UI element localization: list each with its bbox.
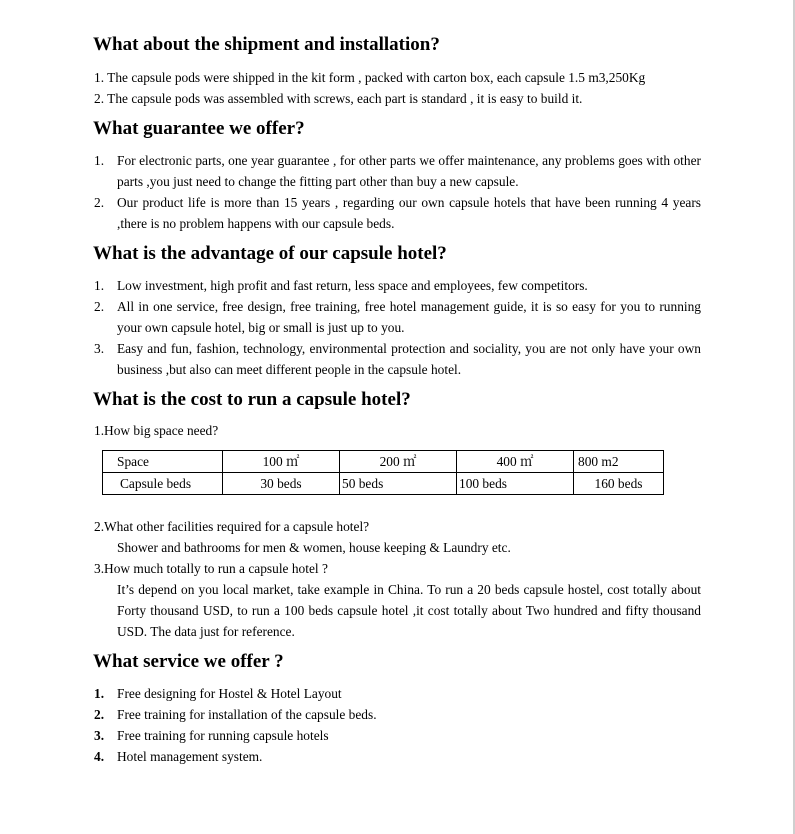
table-row — [103, 473, 664, 495]
list-number: 1. — [94, 278, 105, 293]
table-cell: 100 ㎡ — [223, 451, 340, 473]
cost-question-3: 3.How much totally to run a capsule hotel ? — [94, 561, 328, 576]
cost-question-2: 2.What other facilities required for a capsule hotel? — [94, 519, 370, 534]
heading-guarantee: What guarantee we offer? — [93, 118, 305, 139]
list-number: 1. — [94, 686, 105, 701]
advantage-list — [93, 275, 701, 380]
table-cell: Capsule beds — [103, 473, 223, 495]
document-page — [93, 30, 701, 767]
list-number: 2. — [94, 707, 105, 722]
table-cell: 50 beds — [340, 473, 457, 495]
table-cell: 800 m2 — [574, 451, 664, 473]
heading-advantage: What is the advantage of our capsule hotel? — [93, 243, 447, 264]
service-list — [93, 683, 701, 767]
table-cell: 30 beds — [223, 473, 340, 495]
cost-answer-3: It’s depend on you local market, take example in China. To run a 20 beds capsule hostel, cost totally about Forty thousand USD, to run a 100 beds capsule hotel ,it cost totally about Two hundred and fifty thousand USD. The data just for reference. — [117, 582, 701, 639]
list-item — [93, 150, 701, 192]
guarantee-list — [93, 150, 701, 234]
heading-cost: What is the cost to run a capsule hotel? — [93, 389, 411, 410]
table-row — [103, 451, 664, 473]
list-number: 2. — [94, 299, 105, 314]
list-number: 3. — [94, 341, 105, 356]
space-table — [102, 450, 664, 495]
list-text: Easy and fun, fashion, technology, environmental protection and sociality, you are not only have your own business ,but also can meet different people in the capsule hotel. — [117, 341, 701, 377]
cost-question-1: 1.How big space need? — [94, 423, 219, 438]
table-cell: 100 beds — [457, 473, 574, 495]
list-text: For electronic parts, one year guarantee , for other parts we offer maintenance, any problems goes with other parts ,you just need to change the fitting part other than buy a new capsule. — [117, 153, 701, 189]
list-item — [93, 275, 701, 296]
list-text: Free training for running capsule hotels — [117, 728, 329, 743]
shipment-line-1: 1. The capsule pods were shipped in the kit form , packed with carton box, each capsule 1.5 m3,250Kg — [94, 70, 646, 85]
list-text: Our product life is more than 15 years , regarding our own capsule hotels that have been running 4 years ,there is no problem happens with our capsule beds. — [117, 195, 701, 231]
shipment-line-2: 2. The capsule pods was assembled with screws, each part is standard , it is easy to build it. — [94, 91, 583, 106]
list-number: 2. — [94, 195, 105, 210]
list-item — [93, 338, 701, 380]
list-text: Free designing for Hostel & Hotel Layout — [117, 686, 342, 701]
table-cell: 200 ㎡ — [340, 451, 457, 473]
list-text: All in one service, free design, free training, free hotel management guide, it is so easy for you to running your own capsule hotel, big or small is just up to you. — [117, 299, 701, 335]
list-item — [93, 725, 701, 746]
list-item — [93, 746, 701, 767]
list-item — [93, 192, 701, 234]
list-item — [93, 296, 701, 338]
table-cell: 400 ㎡ — [457, 451, 574, 473]
list-number: 3. — [94, 728, 105, 743]
list-text: Low investment, high profit and fast return, less space and employees, few competitors. — [117, 278, 588, 293]
heading-shipment: What about the shipment and installation? — [93, 34, 440, 55]
list-item — [93, 683, 701, 704]
heading-service: What service we offer ? — [93, 651, 284, 672]
table-cell: Space — [103, 451, 223, 473]
list-number: 4. — [94, 749, 105, 764]
list-text: Hotel management system. — [117, 749, 263, 764]
list-number: 1. — [94, 153, 105, 168]
list-text: Free training for installation of the capsule beds. — [117, 707, 377, 722]
cost-answer-2: Shower and bathrooms for men & women, house keeping & Laundry etc. — [117, 540, 511, 555]
table-cell: 160 beds — [574, 473, 664, 495]
list-item — [93, 704, 701, 725]
